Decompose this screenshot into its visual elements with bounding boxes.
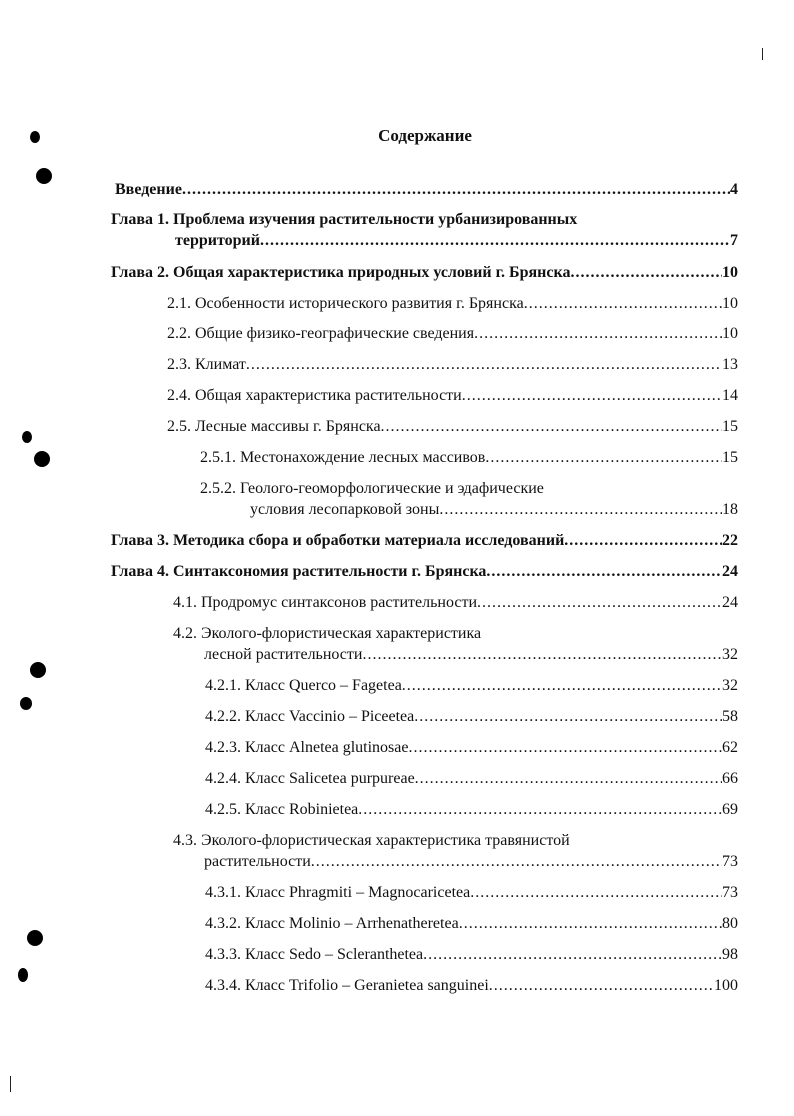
toc-entry-4-2-2: 4.2.2. Класс Vaccinio – Piceetea ..... 58 bbox=[205, 709, 738, 725]
toc-entry-chapter-1: Глава 1. Проблема изучения растительности урбанизированных территорий ..... 7 bbox=[111, 212, 738, 249]
toc-entry-4-3-2: 4.3.2. Класс Molinio – Arrhenatheretea ..... 80 bbox=[205, 916, 738, 932]
toc-entry-2-2: 2.2. Общие физико-географические сведения ..... 10 bbox=[167, 326, 738, 342]
toc-entry-4-1: 4.1. Продромус синтаксонов растительности ..... 24 bbox=[173, 595, 738, 611]
punch-hole-mark bbox=[36, 168, 52, 184]
toc-entry-4-2-3: 4.2.3. Класс Alnetea glutinosae ..... 62 bbox=[205, 740, 738, 756]
punch-hole-mark bbox=[34, 451, 50, 467]
toc-entry-4-2-5: 4.2.5. Класс Robinietea ..... 69 bbox=[205, 802, 738, 818]
toc-entry-chapter-2: Глава 2. Общая характеристика природных условий г. Брянска ..... 10 bbox=[111, 265, 738, 281]
page-title: Содержание bbox=[378, 126, 472, 145]
toc-entry-2-5-2: 2.5.2. Геолого-геоморфологические и эдафические условия лесопарковой зоны ..... 18 bbox=[200, 481, 738, 518]
toc-entry-4-3-4: 4.3.4. Класс Trifolio – Geranietea sanguinei ..... 100 bbox=[205, 978, 738, 994]
scan-speck bbox=[762, 48, 763, 60]
punch-hole-mark bbox=[30, 662, 46, 678]
toc-entry-4-3-3: 4.3.3. Класс Sedo – Scleranthetea ..... 98 bbox=[205, 947, 738, 963]
toc-entry-2-3: 2.3. Климат ..... 13 bbox=[167, 357, 738, 373]
toc-entry-4-3-1: 4.3.1. Класс Phragmiti – Magnocaricetea ..... 73 bbox=[205, 885, 738, 901]
toc-entry-4-2-4: 4.2.4. Класс Salicetea purpureae ..... 66 bbox=[205, 771, 738, 787]
punch-hole-mark bbox=[20, 697, 32, 710]
toc-entry-2-1: 2.1. Особенности исторического развития г. Брянска ..... 10 bbox=[167, 296, 738, 312]
toc-entry-4-2-1: 4.2.1. Класс Querco – Fagetea ..... 32 bbox=[205, 678, 738, 694]
punch-hole-mark bbox=[18, 968, 28, 982]
toc-entry-4-3: 4.3. Эколого-флористическая характеристика травянистой растительности ..... 73 bbox=[173, 833, 738, 870]
toc-entry-introduction: Введение ..... 4 bbox=[115, 182, 738, 198]
toc-entry-2-5-1: 2.5.1. Местонахождение лесных массивов ..... 15 bbox=[200, 450, 738, 466]
toc-entry-2-4: 2.4. Общая характеристика растительности ..... 14 bbox=[167, 388, 738, 404]
toc-entry-chapter-4: Глава 4. Синтаксономия растительности г. Брянска ..... 24 bbox=[111, 564, 738, 580]
toc-entry-chapter-3: Глава 3. Методика сбора и обработки материала исследований ..... 22 bbox=[111, 533, 738, 549]
scan-speck bbox=[10, 1076, 11, 1092]
toc-entry-2-5: 2.5. Лесные массивы г. Брянска ..... 15 bbox=[167, 419, 738, 435]
toc-entry-4-2: 4.2. Эколого-флористическая характеристика лесной растительности ..... 32 bbox=[173, 626, 738, 663]
punch-hole-mark bbox=[27, 930, 43, 946]
punch-hole-mark bbox=[22, 431, 32, 443]
